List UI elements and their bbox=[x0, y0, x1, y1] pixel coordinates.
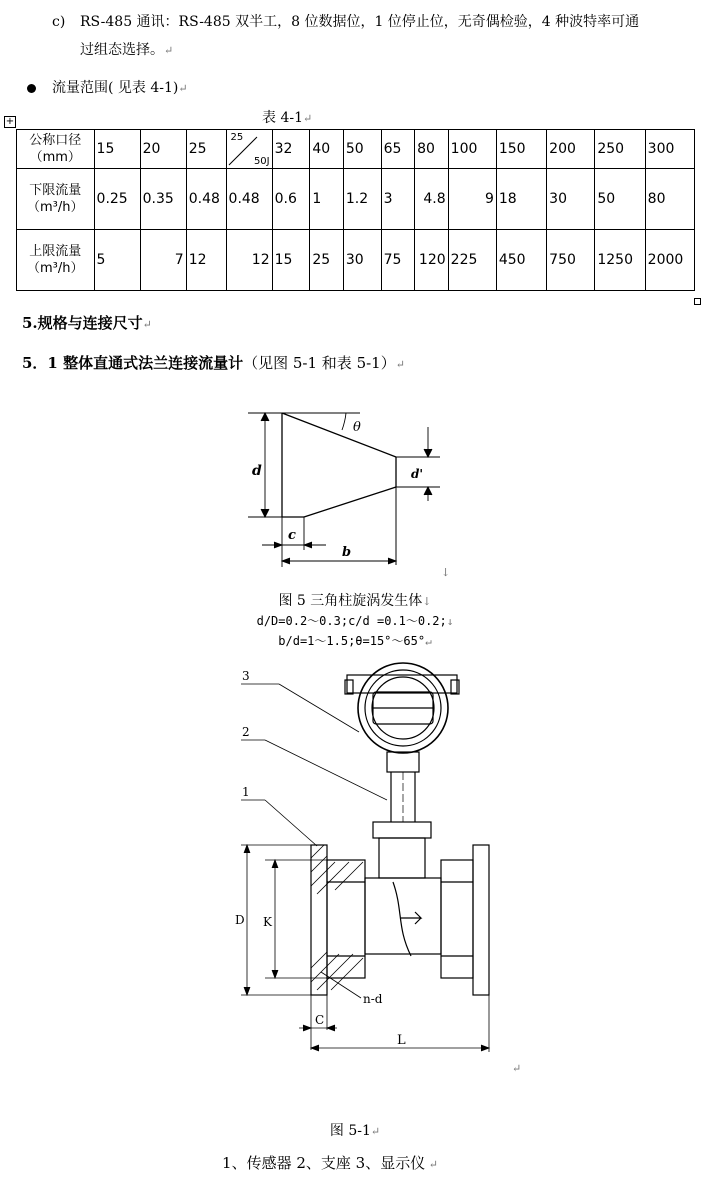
diameter-cell: 250 bbox=[595, 130, 645, 169]
figure-5-formula-1: d/D=0.2～0.3;c/d =0.1～0.2;↓ bbox=[256, 614, 454, 628]
upper-cell: 12 bbox=[226, 230, 272, 291]
diameter-cell: 40 bbox=[310, 130, 344, 169]
callout-2: 2 bbox=[242, 725, 250, 739]
label-d: d bbox=[252, 463, 262, 479]
lower-cell: 50 bbox=[595, 169, 645, 230]
lower-cell: 0.35 bbox=[140, 169, 186, 230]
intro-label: c) bbox=[52, 14, 66, 30]
callout-3: 3 bbox=[242, 669, 250, 683]
figure-5-1-flowmeter bbox=[225, 660, 525, 1070]
figure-5-mark: ↓ bbox=[441, 566, 451, 579]
diameter-header: 公称口径 （mm） bbox=[17, 130, 95, 169]
diameter-split-top: 25 bbox=[230, 132, 244, 143]
section-5-1-title: 5．1 整体直通式法兰连接流量计（见图 5-1 和表 5-1）↵ bbox=[22, 354, 405, 372]
lower-cell: 18 bbox=[496, 169, 546, 230]
upper-cell: 75 bbox=[381, 230, 415, 291]
lower-cell: 0.48 bbox=[186, 169, 226, 230]
diameter-cell: 65 bbox=[381, 130, 415, 169]
figure-5-1-caption: 图 5-1↵ bbox=[329, 1123, 381, 1139]
dim-D: D bbox=[235, 913, 245, 927]
lower-cell: 3 bbox=[381, 169, 415, 230]
intro-line2: 过组态选择。↵ bbox=[80, 42, 174, 58]
diameter-cell: 100 bbox=[448, 130, 496, 169]
upper-cell: 450 bbox=[496, 230, 546, 291]
upper-cell: 2000 bbox=[645, 230, 694, 291]
table-move-handle-icon[interactable]: + bbox=[5, 116, 15, 127]
diameter-cell-split bbox=[226, 130, 272, 169]
lower-cell: 0.6 bbox=[272, 169, 310, 230]
diameter-cell: 80 bbox=[415, 130, 449, 169]
diameter-cell: 150 bbox=[496, 130, 546, 169]
lower-cell: 9 bbox=[448, 169, 496, 230]
dim-L: L bbox=[397, 1033, 406, 1048]
upper-cell: 750 bbox=[547, 230, 595, 291]
lower-cell: 1 bbox=[310, 169, 344, 230]
label-b: b bbox=[342, 545, 352, 560]
diameter-split-bottom: 50J bbox=[253, 156, 270, 167]
upper-cell: 30 bbox=[343, 230, 381, 291]
figure-5-formula-2: b/d=1～1.5;θ=15°～65°↵ bbox=[278, 634, 432, 648]
intro-line1: RS-485 通讯：RS-485 双半工，8 位数据位，1 位停止位，无奇偶检验，4 种波特率可通 bbox=[80, 14, 640, 30]
diameter-cell: 200 bbox=[547, 130, 595, 169]
table-caption: 表 4-1↵ bbox=[262, 110, 313, 126]
table-row-lower bbox=[17, 169, 695, 230]
figure-5-caption: 图 5 三角柱旋涡发生体↓ bbox=[278, 593, 432, 609]
figure-5-1-legend: 1、传感器 2、支座 3、显示仪 ↵ bbox=[222, 1154, 438, 1172]
upper-cell: 12 bbox=[186, 230, 226, 291]
upper-header: 上限流量 （m³/h） bbox=[17, 230, 95, 291]
upper-cell: 1250 bbox=[595, 230, 645, 291]
callout-1: 1 bbox=[242, 785, 250, 799]
dim-nd: n-d bbox=[363, 992, 383, 1006]
section-5-title: 5.规格与连接尺寸↵ bbox=[22, 314, 152, 332]
diameter-cell: 25 bbox=[186, 130, 226, 169]
lower-cell: 30 bbox=[547, 169, 595, 230]
flow-range-text: 流量范围( 见表 4-1)↵ bbox=[52, 80, 188, 96]
flow-range-table bbox=[16, 129, 695, 291]
diameter-cell: 20 bbox=[140, 130, 186, 169]
figure-5-1-mark: ↵ bbox=[512, 1062, 522, 1075]
figure-5-vortex-generator bbox=[230, 405, 460, 580]
upper-cell: 7 bbox=[140, 230, 186, 291]
dim-C: C bbox=[315, 1013, 325, 1027]
table-row-diameter bbox=[17, 130, 695, 169]
diameter-cell: 300 bbox=[645, 130, 694, 169]
upper-cell: 15 bbox=[272, 230, 310, 291]
table-resize-handle-icon[interactable] bbox=[694, 298, 701, 305]
diameter-cell: 15 bbox=[94, 130, 140, 169]
lower-cell: 4.8 bbox=[415, 169, 449, 230]
label-dprime: d' bbox=[411, 467, 424, 481]
diameter-cell: 50 bbox=[343, 130, 381, 169]
upper-cell: 120 bbox=[415, 230, 449, 291]
upper-cell: 225 bbox=[448, 230, 496, 291]
lower-cell: 1.2 bbox=[343, 169, 381, 230]
label-theta: θ bbox=[353, 420, 361, 435]
lower-cell: 0.48 bbox=[226, 169, 272, 230]
lower-header: 下限流量 （m³/h） bbox=[17, 169, 95, 230]
lower-cell: 80 bbox=[645, 169, 694, 230]
table-row-upper bbox=[17, 230, 695, 291]
label-c: c bbox=[288, 528, 296, 543]
upper-cell: 25 bbox=[310, 230, 344, 291]
upper-cell: 5 bbox=[94, 230, 140, 291]
dim-K: K bbox=[263, 915, 272, 929]
lower-cell: 0.25 bbox=[94, 169, 140, 230]
diameter-cell: 32 bbox=[272, 130, 310, 169]
bullet-dot bbox=[27, 84, 36, 93]
